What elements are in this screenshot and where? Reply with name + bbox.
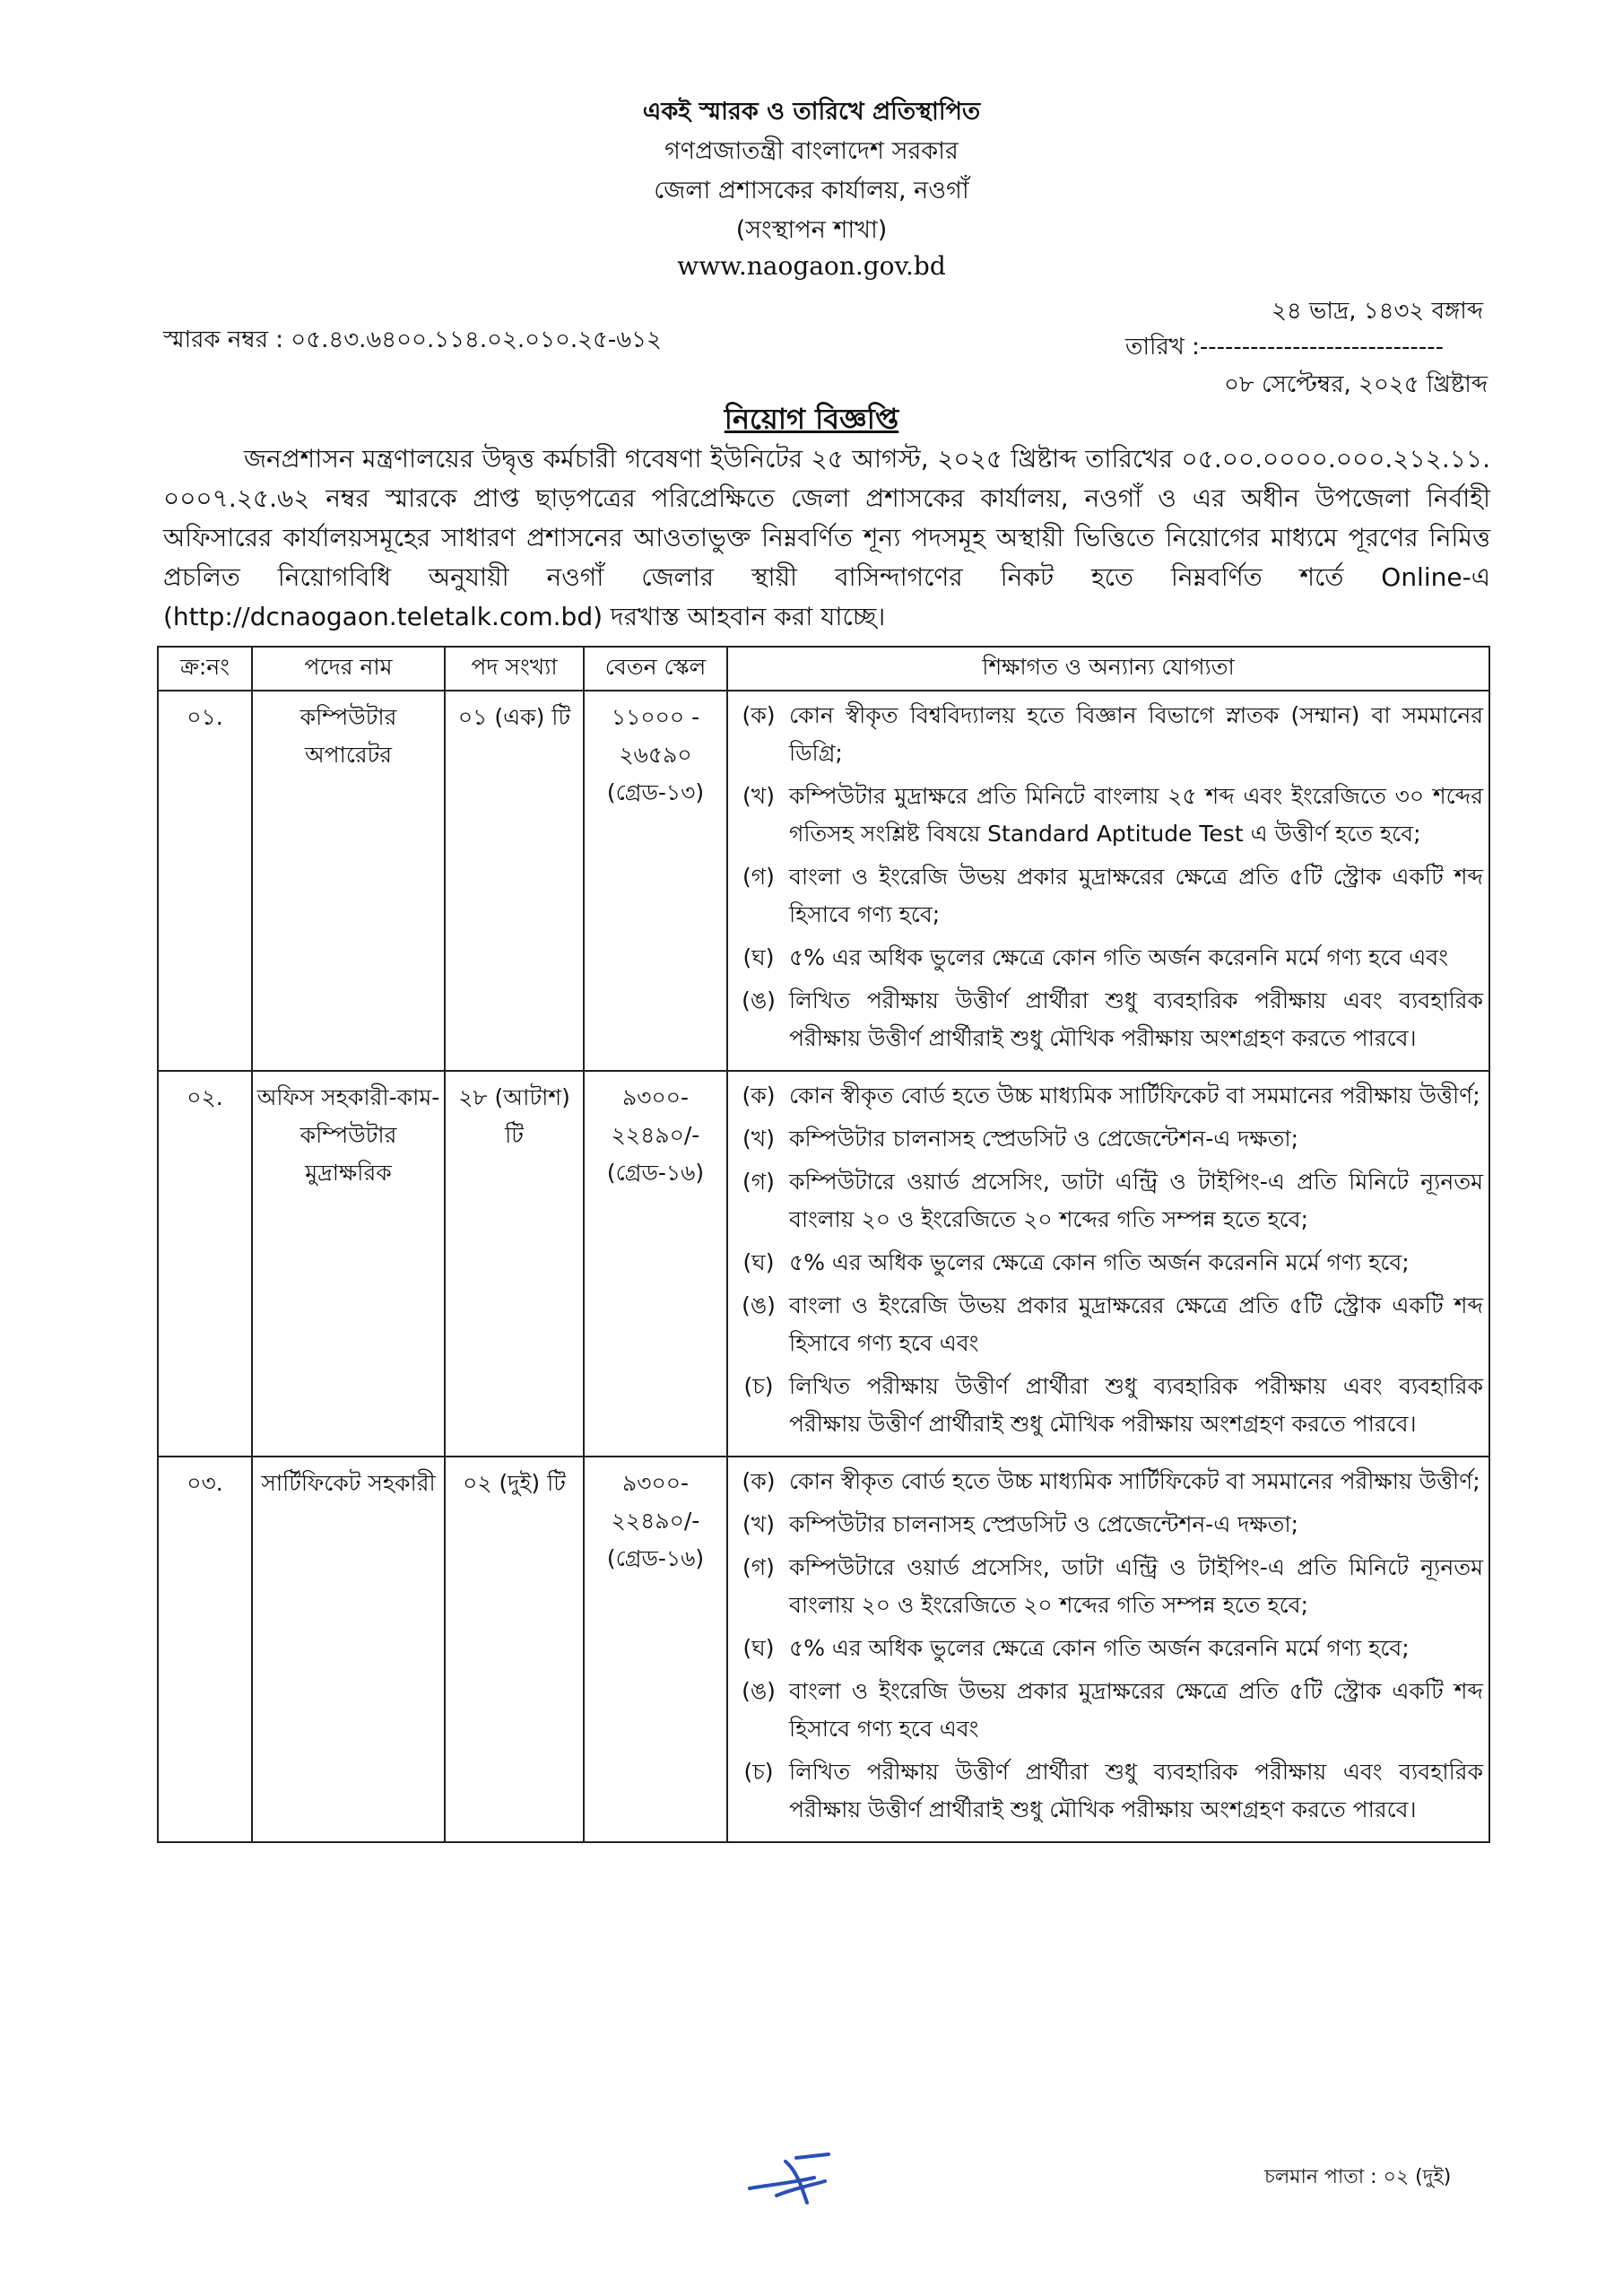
qualification-mark: (ক) [742,1468,776,1494]
qualification-text: বাংলা ও ইংরেজি উভয় প্রকার মুদ্রাক্ষরের ক্ষেত্রে প্রতি ৫টি স্ট্রোক একটি শব্দ হিসাবে গণ্য হবে এবং [789,1678,1483,1742]
row-qualifications [727,691,1489,1071]
qualification-mark: (ঙ) [742,987,776,1013]
qualification-item [728,858,1483,934]
row-serial: ০২. [158,1071,252,1457]
bangla-date: ২৪ ভাদ্র, ১৪৩২ বঙ্গাব্দ [1271,298,1484,325]
qualification-text: কোন স্বীকৃত বিশ্ববিদ্যালয় হতে বিজ্ঞান বিভাগে স্নাতক (সম্মান) বা সমমানের ডিগ্রি; [789,702,1483,766]
qualification-item [728,1244,1483,1282]
qualification-text: লিখিত পরীক্ষায় উত্তীর্ণ প্রার্থীরা শুধু ব্যবহারিক পরীক্ষায় এবং ব্যবহারিক পরীক্ষায় উত্তীর্ণ প্রার্থীরাই শুধু মৌখিক পরীক্ষায় অংশগ্রহণ করতে পারবে। [789,1373,1483,1437]
row-post-count: ২৮ (আটাশ) টি [445,1071,584,1457]
table-row [158,1457,1489,1842]
posts-table [157,646,1490,1843]
qualification-item [728,1506,1483,1544]
qualification-text: কম্পিউটারে ওয়ার্ড প্রসেসিং, ডাটা এন্ট্রি ও টাইপিং-এ প্রতি মিনিটে ন্যূনতম বাংলায় ২০ ও ইংরেজিতে ২০ শব্দের গতি সম্পন্ন হতে হবে; [789,1169,1483,1232]
qualification-mark: (গ) [742,864,775,890]
qualification-item [728,697,1483,772]
office-name: জেলা প্রশাসকের কার্যালয়, নওগাঁ [654,177,969,204]
qualification-item [728,1287,1483,1362]
qualification-mark: (খ) [742,1511,775,1537]
qualification-text: কোন স্বীকৃত বোর্ড হতে উচ্চ মাধ্যমিক সার্টিফিকেট বা সমমানের পরীক্ষায় উত্তীর্ণ; [789,1083,1480,1109]
signature-stroke [750,2154,829,2203]
table-row [158,691,1489,1071]
table-body [158,691,1489,1842]
row-pay-scale: ৯৩০০- ২২৪৯০/- (গ্রেড-১৬) [584,1457,727,1842]
qualification-mark: (গ) [742,1554,775,1580]
qualification-item [728,1077,1483,1115]
qualification-item [728,1673,1483,1748]
intro-paragraph: জনপ্রশাসন মন্ত্রণালয়ের উদ্বৃত্ত কর্মচারী গবেষণা ইউনিটের ২৫ আগস্ট, ২০২৫ খ্রিষ্টাব্দ তারিখের ০৫.০০.০০০০.০০০.২১২.১১. ০০০৭.২৫.৬২ নম্বর স্মারকে প্রাপ্ত ছাড়পত্রের পরিপ্রেক্ষিতে জেলা প্রশাসকের কার্যালয়, নওগাঁ ও এর অধীন উপজেলা নির্বাহী অফিসারের কার্যালয়সমূহের সাধারণ প্রশাসনের আওতাভুক্ত নিম্নবর্ণিত শূন্য পদসমূহ অস্থায়ী ভিত্তিতে নিয়োগের মাধ্যমে পূরণের নিমিত্ত প্রচলিত নিয়োগবিধি অনুযায়ী নওগাঁ জেলার স্থায়ী বাসিন্দাগণের নিকট হতে নিম্নবর্ণিত শর্তে Online-এ (http://dcnaogaon.teletalk.com.bd) দরখাস্ত আহবান করা যাচ্ছে। [163,444,1490,631]
qualification-mark: (ঙ) [742,1292,776,1318]
header-scale: বেতন স্কেল [584,647,727,691]
qualification-item [728,1368,1483,1443]
qualification-mark: (ঘ) [742,1635,775,1661]
row-qualifications [727,1457,1489,1842]
qualification-item [728,1630,1483,1667]
qualification-mark: (গ) [742,1169,775,1195]
next-page-note: চলমান পাতা : ০২ (দুই) [1264,2166,1452,2188]
notice-title [0,396,1623,445]
row-post-name: কম্পিউটার অপারেটর [252,691,445,1071]
qualification-item [728,1463,1483,1500]
branch-name: (সংস্থাপন শাখা) [735,216,888,244]
qualification-text: ৫% এর অধিক ভুলের ক্ষেত্রে কোন গতি অর্জন করেননি মর্মে গণ্য হবে এবং [789,944,1448,970]
row-qualifications [727,1071,1489,1457]
qualification-text: বাংলা ও ইংরেজি উভয় প্রকার মুদ্রাক্ষরের ক্ষেত্রে প্রতি ৫টি স্ট্রোক একটি শব্দ হিসাবে গণ্য হবে এবং [789,1292,1483,1356]
english-date: ০৮ সেপ্টেম্বর, ২০২৫ খ্রিষ্টাব্দ [1224,371,1488,398]
qualification-mark: (ঙ) [742,1678,776,1704]
row-serial: ০১. [158,691,252,1071]
government-name: গণপ্রজাতন্ত্রী বাংলাদেশ সরকার [664,137,959,165]
qualification-text: ৫% এর অধিক ভুলের ক্ষেত্রে কোন গতি অর্জন করেননি মর্মে গণ্য হবে; [789,1635,1410,1661]
row-serial: ০৩. [158,1457,252,1842]
qualification-text: লিখিত পরীক্ষায় উত্তীর্ণ প্রার্থীরা শুধু ব্যবহারিক পরীক্ষায় এবং ব্যবহারিক পরীক্ষায় উত্তীর্ণ প্রার্থীরাই শুধু মৌখিক পরীক্ষায় অংশগ্রহণ করতে পারবে। [789,1759,1483,1822]
qualification-text: কোন স্বীকৃত বোর্ড হতে উচ্চ মাধ্যমিক সার্টিফিকেট বা সমমানের পরীক্ষায় উত্তীর্ণ; [789,1468,1480,1494]
qualification-mark: (ঘ) [742,1249,775,1275]
qualification-text: কম্পিউটার চালনাসহ স্প্রেডসিট ও প্রেজেন্টেশন-এ দক্ষতা; [789,1511,1299,1537]
row-pay-scale: ১১০০০ - ২৬৫৯০ (গ্রেড-১৩) [584,691,727,1071]
table-row [158,1071,1489,1457]
table-header-row [158,647,1489,691]
date-label: তারিখ :----------------------------- [1125,334,1444,361]
qualification-mark: (খ) [742,1126,775,1152]
website-url: www.naogaon.gov.bd [677,251,946,281]
qualification-mark: (চ) [743,1373,774,1399]
qualification-item [728,778,1483,853]
qualification-text: লিখিত পরীক্ষায় উত্তীর্ণ প্রার্থীরা শুধু ব্যবহারিক পরীক্ষায় এবং ব্যবহারিক পরীক্ষায় উত্তীর্ণ প্রার্থীরাই শুধু মৌখিক পরীক্ষায় অংশগ্রহণ করতে পারবে। [789,987,1483,1051]
qualification-item [728,939,1483,977]
header-qualifications: শিক্ষাগত ও অন্যান্য যোগ্যতা [727,647,1489,691]
signature [742,2151,841,2213]
header-post: পদের নাম [252,647,445,691]
qualification-item [728,982,1483,1057]
qualification-text: বাংলা ও ইংরেজি উভয় প্রকার মুদ্রাক্ষরের ক্ষেত্রে প্রতি ৫টি স্ট্রোক একটি শব্দ হিসাবে গণ্য হবে; [789,864,1483,927]
header-serial: ক্র:নং [158,647,252,691]
qualification-mark: (ক) [742,702,776,728]
replaced-note: একই স্মারক ও তারিখে প্রতিস্থাপিত [642,98,981,126]
qualification-text: ৫% এর অধিক ভুলের ক্ষেত্রে কোন গতি অর্জন করেননি মর্মে গণ্য হবে; [789,1249,1410,1275]
qualification-mark: (ঘ) [742,944,775,970]
row-post-name: সার্টিফিকেট সহকারী [252,1457,445,1842]
qualification-text: কম্পিউটার চালনাসহ স্প্রেডসিট ও প্রেজেন্টেশন-এ দক্ষতা; [789,1126,1299,1152]
header-count: পদ সংখ্যা [445,647,584,691]
qualification-item [728,1753,1483,1829]
row-post-count: ০২ (দুই) টি [445,1457,584,1842]
qualification-mark: (চ) [743,1759,774,1785]
qualification-item [728,1120,1483,1158]
qualification-item [728,1549,1483,1624]
notice-title-text: নিয়োগ বিজ্ঞপ্তি [724,402,899,436]
qualification-text: কম্পিউটার মুদ্রাক্ষরে প্রতি মিনিটে বাংলায় ২৫ শব্দ এবং ইংরেজিতে ৩০ শব্দের গতিসহ সংশ্লিষ্ট বিষয়ে Standard Aptitude Test এ উত্তীর্ণ হতে হবে; [789,783,1483,847]
qualification-mark: (খ) [742,783,775,809]
qualification-text: কম্পিউটারে ওয়ার্ড প্রসেসিং, ডাটা এন্ট্রি ও টাইপিং-এ প্রতি মিনিটে ন্যূনতম বাংলায় ২০ ও ইংরেজিতে ২০ শব্দের গতি সম্পন্ন হতে হবে; [789,1554,1483,1618]
memo-number: স্মারক নম্বর : ০৫.৪৩.৬৪০০.১১৪.০২.০১০.২৫-৬১২ [163,326,662,353]
qualification-mark: (ক) [742,1083,776,1109]
qualification-item [728,1163,1483,1239]
row-post-count: ০১ (এক) টি [445,691,584,1071]
row-pay-scale: ৯৩০০- ২২৪৯০/- (গ্রেড-১৬) [584,1071,727,1457]
row-post-name: অফিস সহকারী-কাম-কম্পিউটার মুদ্রাক্ষরিক [252,1071,445,1457]
